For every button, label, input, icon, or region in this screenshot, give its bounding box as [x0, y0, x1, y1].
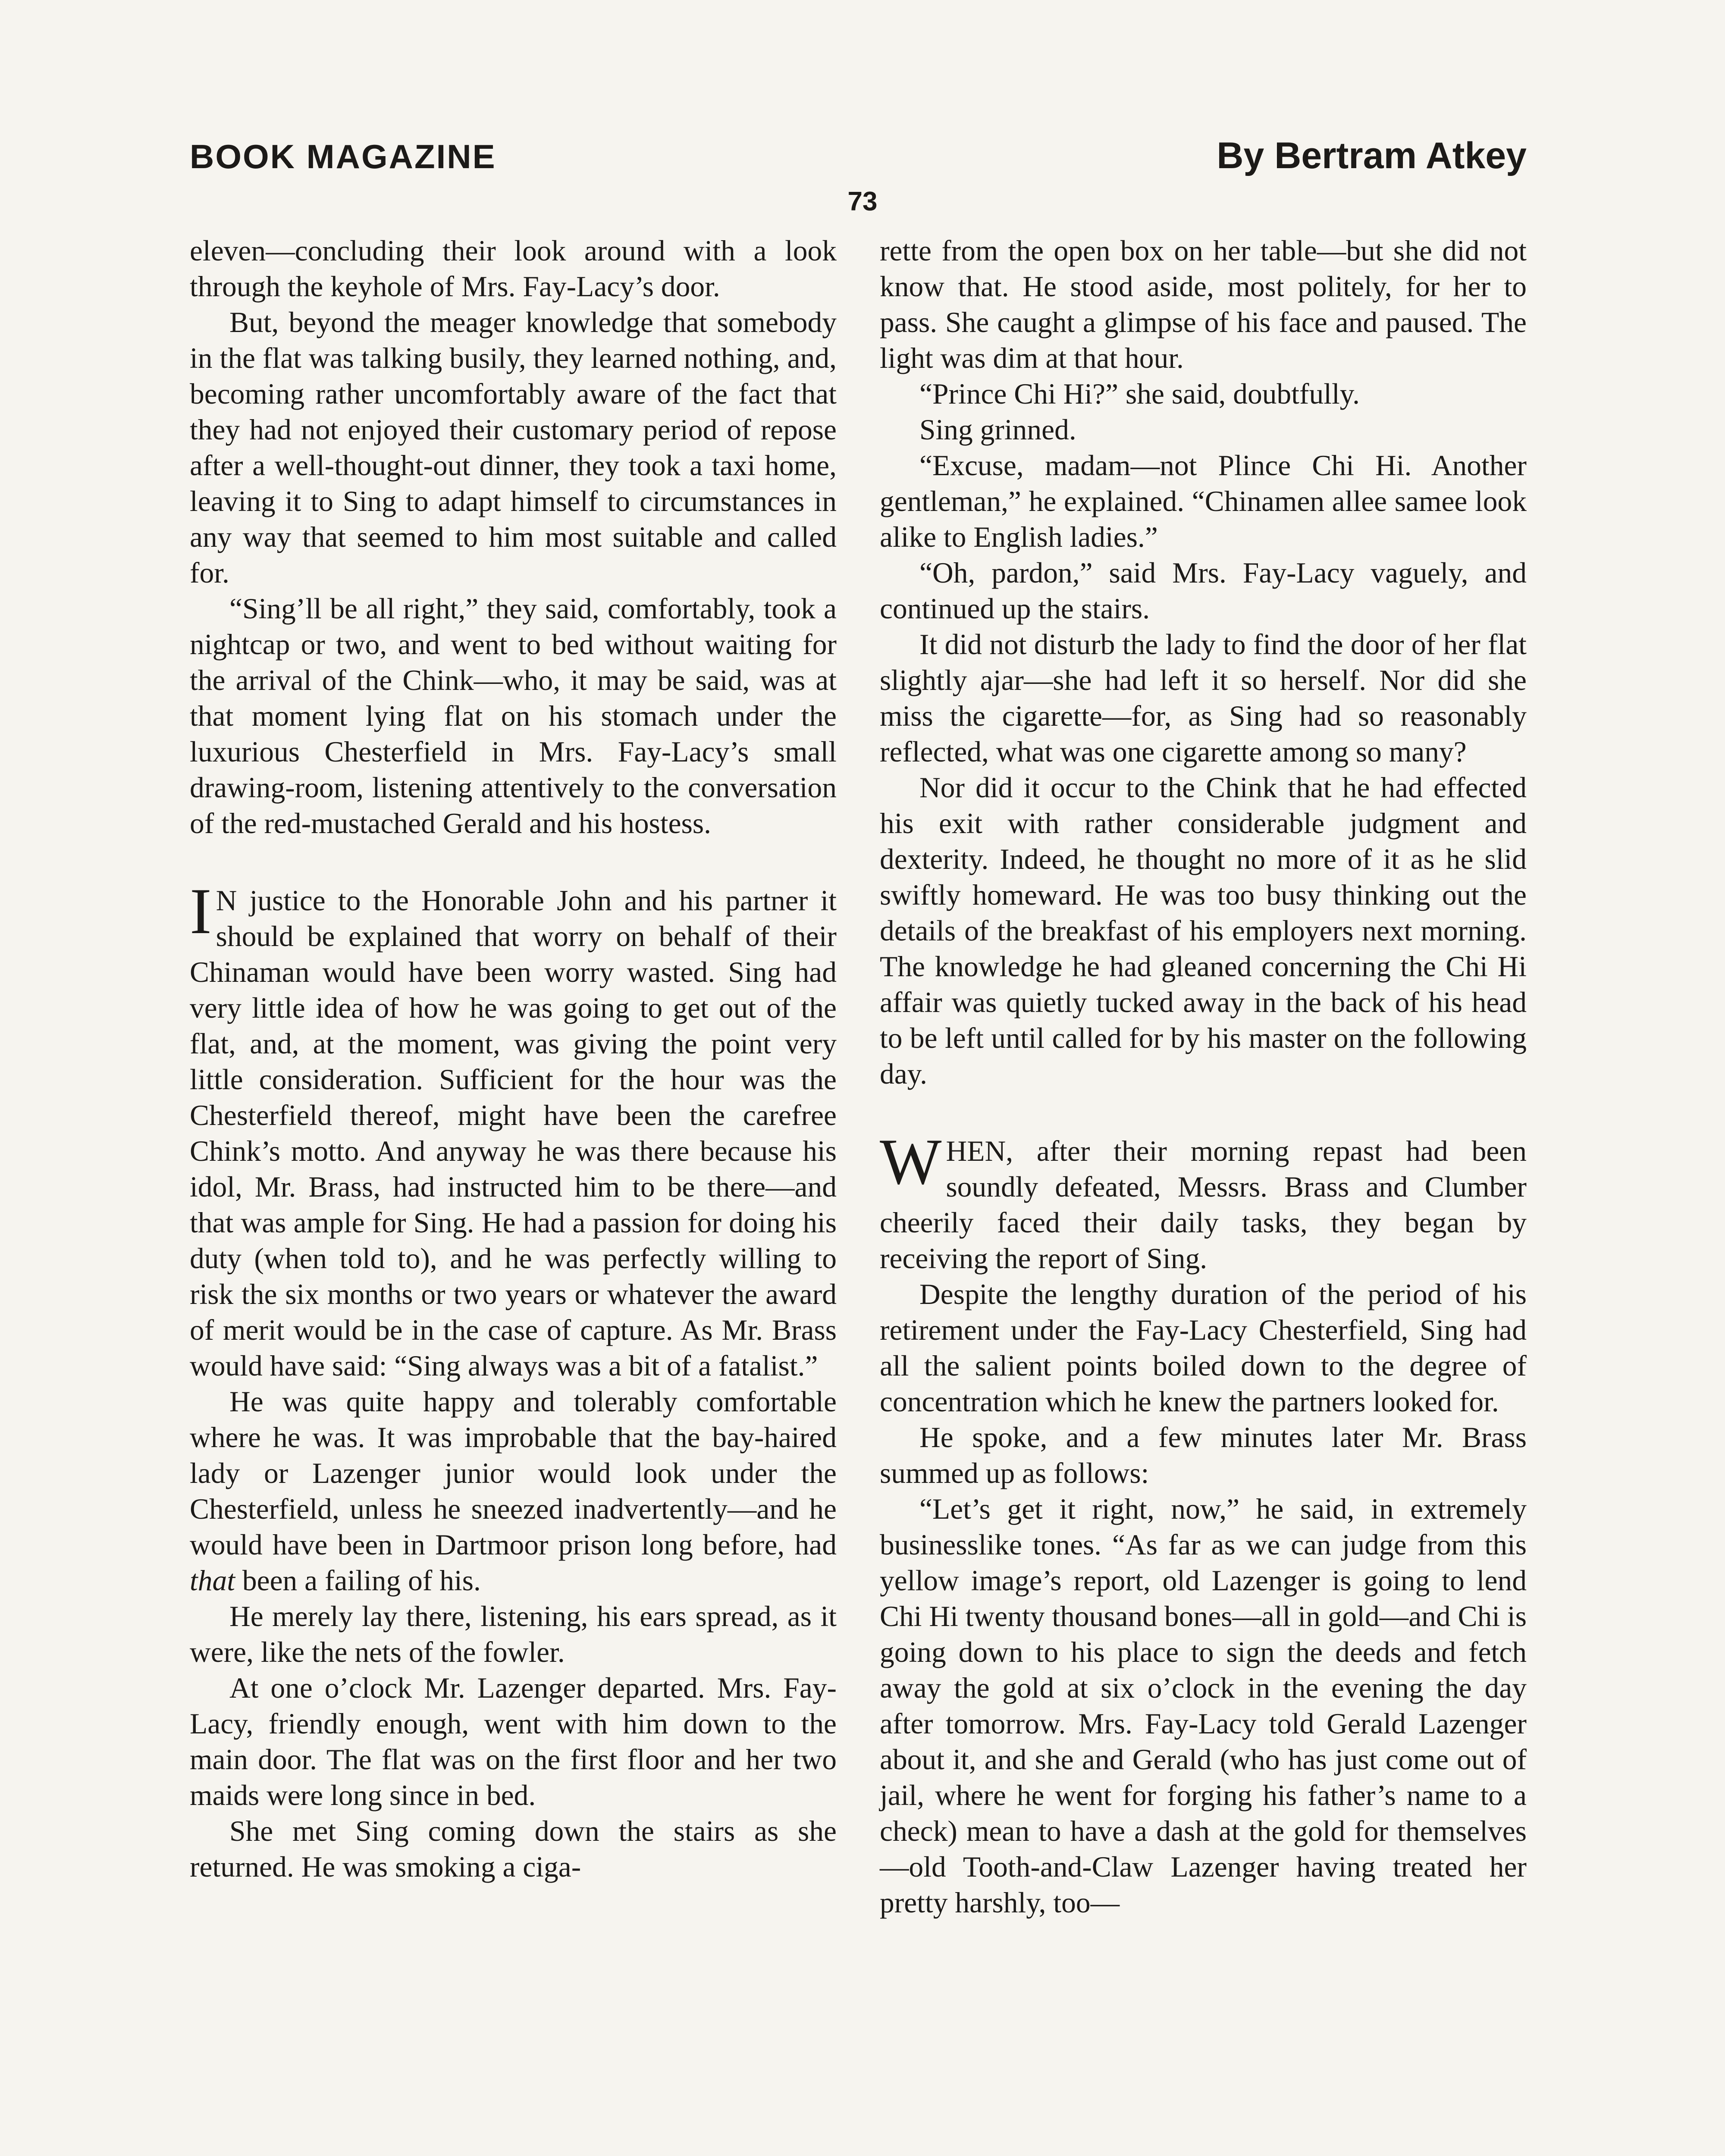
paragraph: rette from the open box on her table—but she did not know that. He stood aside, most politely, for her to pass. She caught a glimpse of his face and paused. The light was dim at that hour. [880, 235, 1527, 374]
paragraph: He spoke, and a few minutes later Mr. Brass summed up as follows: [880, 1421, 1527, 1489]
paragraph: It did not disturb the lady to find the door of her flat slightly ajar—she had left it so herself. Nor did she miss the cigarette—for, as Sing had so reasonably reflected, what was one cigarette among so many? [880, 628, 1527, 768]
drop-cap: W [880, 1125, 942, 1198]
drop-cap: I [190, 875, 212, 947]
paragraph: But, beyond the meager knowledge that somebody in the flat was talking busily, they learned nothing, and, becoming rather uncomfortably aware of the fact that they had not enjoyed their customary period of repose after a well-thought-out dinner, they took a taxi home, leaving it to Sing to adapt himself to circumstances in any way that seemed to him most suitable and called for. [190, 306, 837, 589]
right-text-column [880, 233, 1527, 1921]
paragraph: “Excuse, madam—not Plince Chi Hi. Another gentleman,” he explained. “Chinamen allee samee look alike to English ladies.” [880, 449, 1527, 553]
paragraph: “Let’s get it right, now,” he said, in extremely businesslike tones. “As far as we can judge from this yellow image’s report, old Lazenger is going to lend Chi Hi twenty thousand bones—all in gold—and Chi is going down to his place to sign the deeds and fetch away the gold at six o’clock in the evening the day after tomorrow. Mrs. Fay-Lacy told Gerald Lazenger about it, and she and Gerald (who has just come out of jail, where he went for forging his father’s name to a check) mean to have a dash at the gold for themselves—old Tooth-and-Claw Lazenger having treated her pretty harshly, too— [880, 1493, 1527, 1919]
paragraph-with-drop-cap [190, 875, 837, 1384]
paragraph: She met Sing coming down the stairs as she returned. He was smoking a ciga- [190, 1815, 837, 1883]
section-break [190, 841, 837, 883]
italic-word: that [190, 1564, 235, 1597]
paragraph: Nor did it occur to the Chink that he had effected his exit with rather considerable judgment and dexterity. Indeed, he thought no more of it as he slid swiftly homeward. He was too busy thinking out the details of the breakfast of his employers next morning. The knowledge he had gleaned concerning the Chi Hi affair was quietly tucked away in the back of his head to be left until called for by his master on the following day. [880, 771, 1527, 1090]
paragraph: “Oh, pardon,” said Mrs. Fay-Lacy vaguely, and continued up the stairs. [880, 557, 1527, 625]
paragraph: Sing grinned. [919, 414, 1076, 446]
paragraph-text: been a failing of his. [235, 1564, 481, 1597]
paragraph: He merely lay there, listening, his ears spread, as it were, like the nets of the fowler. [190, 1600, 837, 1668]
paragraph: “Prince Chi Hi?” she said, doubtfully. [919, 378, 1360, 410]
section-break [880, 1092, 1527, 1133]
paragraph: “Sing’ll be all right,” they said, comfortably, took a nightcap or two, and went to bed without waiting for the arrival of the Chink—who, it may be said, was at that moment lying flat on his stomach under the luxurious Chesterfield in Mrs. Fay-Lacy’s small drawing-room, listening attentively to the conversation of the red-mustached Gerald and his hostess. [190, 592, 837, 840]
paragraph-text: He was quite happy and tolerably comfortable where he was. It was improbable that the bay-haired lady or Lazenger junior would look under the Chesterfield, unless he sneezed inadvertently—and he would have been in Dartmoor prison long before, had [190, 1385, 837, 1561]
paragraph: At one o’clock Mr. Lazenger departed. Mrs. Fay-Lacy, friendly enough, went with him down to the main door. The flat was on the first floor and her two maids were long since in bed. [190, 1672, 837, 1811]
left-text-column [190, 233, 837, 1885]
paragraph-text: HEN, after their morning repast had been soundly defeated, Messrs. Brass and Clumber cheerily faced their daily tasks, they began by receiving the report of Sing. [880, 1135, 1527, 1275]
paragraph: eleven—concluding their look around with a look through the keyhole of Mrs. Fay-Lacy’s door. [190, 235, 837, 303]
paragraph-text: N justice to the Honorable John and his partner it should be explained that worry on behalf of their Chinaman would have been worry wasted. Sing had very little idea of how he was going to get out of the flat, and, at the moment, was giving the point very little consideration. Sufficient for the hour was the Chesterfield thereof, might have been the carefree Chink’s motto. And anyway he was there because his idol, Mr. Brass, had instructed him to be there—and that was ample for Sing. He had a passion for doing his duty (when told to), and he was perfectly willing to risk the six months or two years or whatever the award of merit would be in the case of capture. As Mr. Brass would have said: “Sing always was a bit of a fatalist.” [190, 884, 837, 1382]
running-header-magazine-title: BOOK MAGAZINE [190, 138, 496, 175]
paragraph-with-drop-cap [880, 1125, 1527, 1276]
paragraph [190, 1384, 837, 1598]
page-number: 73 [847, 187, 878, 216]
paragraph: Despite the lengthy duration of the period of his retirement under the Fay-Lacy Chesterfield, Sing had all the salient points boiled down to the degree of concentration which he knew the partners looked for. [880, 1278, 1527, 1418]
running-header-author: By Bertram Atkey [1217, 135, 1527, 176]
